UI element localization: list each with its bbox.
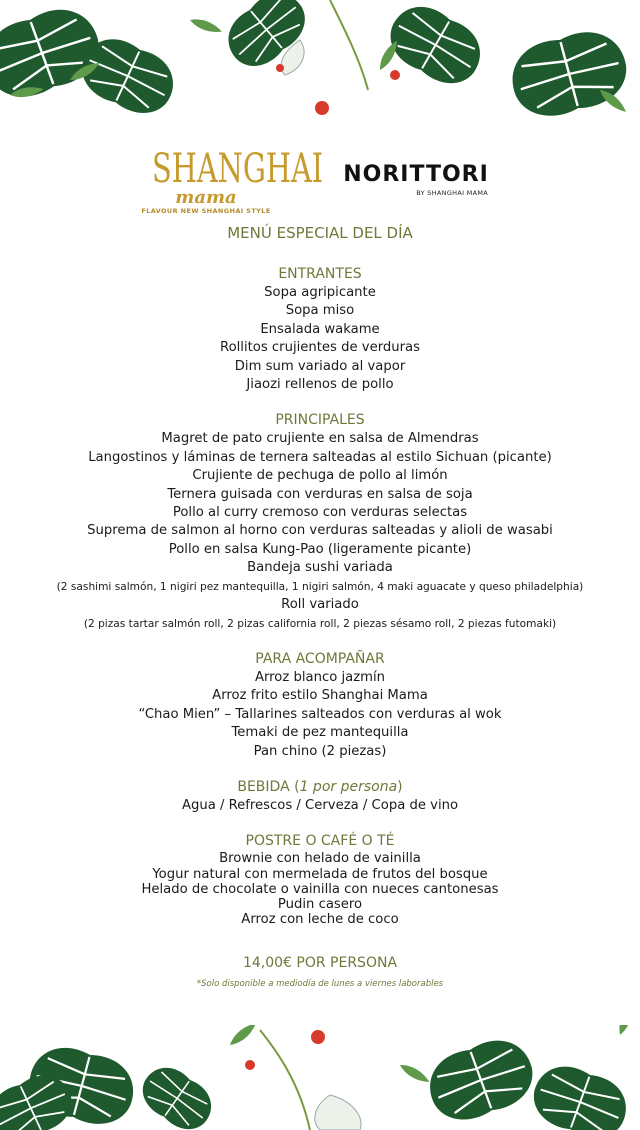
menu-item: Temaki de pez mantequilla <box>231 725 409 741</box>
menu-item: Arroz blanco jazmín <box>254 669 386 685</box>
foliage-bottom-image <box>0 1025 640 1130</box>
section-postre <box>0 831 640 927</box>
menu-item: Arroz con leche de coco <box>241 912 399 928</box>
shanghai-logo-tagline: FLAVOUR NEW SHANGHAI STYLE <box>141 207 271 215</box>
menu-item: Ternera guisada con verduras en salsa de soja <box>167 486 473 502</box>
menu-item: Ensalada wakame <box>260 321 380 337</box>
menu-item: Dim sum variado al vapor <box>234 358 406 374</box>
menu-item: Langostinos y láminas de ternera salteadas al estilo Sichuan (picante) <box>88 449 552 465</box>
section-title: PRINCIPALES <box>275 412 365 429</box>
menu-title: MENÚ ESPECIAL DEL DÍA <box>227 224 413 242</box>
section-title-bebida <box>0 777 640 797</box>
shanghai-logo-word: SHANGHAI <box>152 146 324 192</box>
logos-header <box>0 148 640 218</box>
norittori-logo-sub: BY SHANGHAI MAMA <box>416 189 488 197</box>
section-para-acompanar <box>0 649 640 761</box>
section-entrantes <box>0 264 640 394</box>
menu-item: Sopa agripicante <box>264 285 376 300</box>
menu-item: Roll variado <box>281 597 359 613</box>
menu-item: Arroz frito estilo Shanghai Mama <box>212 688 428 704</box>
menu-item: Brownie con helado de vainilla <box>219 851 421 867</box>
foliage-top-image <box>0 0 640 125</box>
menu-item: Pudin casero <box>277 896 363 912</box>
menu-item: Sopa miso <box>285 303 355 319</box>
menu-item: Bandeja sushi variada <box>247 560 393 576</box>
menu-item: Suprema de salmon al horno con verduras salteadas y alioli de wasabi <box>87 523 553 539</box>
menu-item: Crujiente de pechuga de pollo al limón <box>192 468 448 484</box>
price-per-person: 14,00€ POR PERSONA <box>242 955 398 972</box>
section-title: POSTRE O CAFÉ O TÉ <box>245 833 395 850</box>
section-bebida <box>0 777 640 815</box>
shanghai-mama-logo <box>131 146 324 215</box>
menu-item: “Chao Mien” – Tallarines salteados con verduras al wok <box>138 706 502 722</box>
menu-item: Magret de pato crujiente en salsa de Almendras <box>161 431 479 447</box>
menu-item: Pollo en salsa Kung-Pao (ligeramente picante) <box>168 541 472 557</box>
menu-item: Yogur natural con mermelada de frutos del bosque <box>152 866 488 882</box>
top-foliage-decoration <box>0 0 640 125</box>
menu-item: Helado de chocolate o vainilla con nueces cantonesas <box>141 881 499 897</box>
section-title-italic: 1 por persona <box>299 778 398 795</box>
menu-item-note: (2 sashimi salmón, 1 nigiri pez mantequilla, 1 nigiri salmón, 4 maki aguacate y queso philadelphia) <box>56 580 584 593</box>
menu-item: Agua / Refrescos / Cerveza / Copa de vino <box>181 797 459 813</box>
menu-item: Rollitos crujientes de verduras <box>220 340 420 356</box>
menu-item-note: (2 pizas tartar salmón roll, 2 pizas california roll, 2 piezas sésamo roll, 2 piezas futomaki) <box>83 617 557 630</box>
section-principales <box>0 410 640 632</box>
menu-content <box>0 222 640 991</box>
availability-footnote: *Solo disponible a mediodía de lunes a viernes laborables <box>196 979 444 990</box>
menu-item: Pan chino (2 piezas) <box>253 743 387 759</box>
norittori-logo <box>340 162 492 197</box>
shanghai-logo-mama: mama <box>175 187 237 208</box>
section-title-start: BEBIDA ( <box>237 778 300 795</box>
norittori-logo-word: NORITTORI <box>343 162 489 187</box>
bottom-foliage-decoration <box>0 1025 640 1130</box>
menu-item: Jiaozi rellenos de pollo <box>246 377 394 393</box>
menu-item: Pollo al curry cremoso con verduras selectas <box>172 505 468 521</box>
section-title: ENTRANTES <box>278 266 362 282</box>
section-title-end: ) <box>397 778 403 795</box>
section-title: PARA ACOMPAÑAR <box>255 650 385 667</box>
